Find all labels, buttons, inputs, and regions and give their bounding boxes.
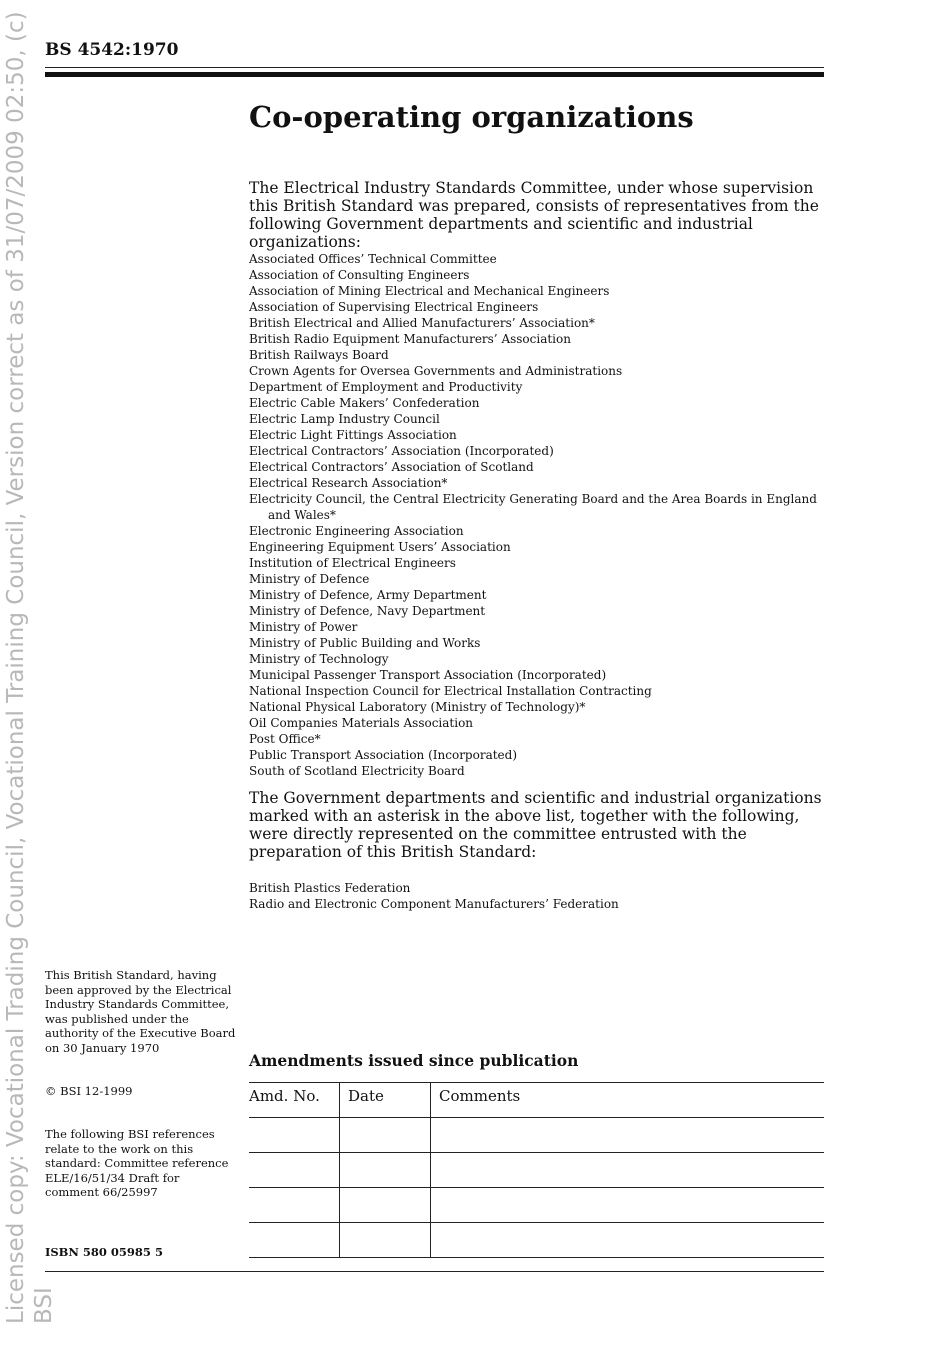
organization-item: Institution of Electrical Engineers — [249, 556, 456, 570]
organization-item: Ministry of Defence — [249, 572, 370, 586]
table-cell — [340, 1118, 431, 1153]
header-rule-thin — [45, 67, 824, 68]
table-row — [249, 1188, 824, 1223]
isbn: ISBN 580 05985 5 — [45, 1245, 163, 1259]
organization-item: Associated Offices’ Technical Committee — [249, 252, 497, 266]
table-cell — [340, 1188, 431, 1223]
document-id: BS 4542:1970 — [45, 40, 179, 60]
license-watermark: Licensed copy: Vocational Trading Council, Vocational Training Council, Version correct as of 31/07/2009 02:50, (c) BSI — [3, 11, 57, 1324]
organization-item: Electricity Council, the Central Electricity Generating Board and the Area Boards in England and Wales* — [249, 492, 817, 522]
table-cell — [431, 1188, 825, 1223]
page-title: Co-operating organizations — [249, 100, 694, 134]
organization-item: Radio and Electronic Component Manufacturers’ Federation — [249, 897, 619, 911]
bsi-references-note: The following BSI references relate to the work on this standard: Committee reference ELE/16/51/34 Draft for comment 66/25997 — [45, 1127, 229, 1199]
organization-item: Association of Consulting Engineers — [249, 268, 470, 282]
table-cell — [431, 1118, 825, 1153]
organization-item: National Inspection Council for Electrical Installation Contracting — [249, 684, 652, 698]
table-cell — [340, 1153, 431, 1188]
organization-item: Electrical Research Association* — [249, 476, 448, 490]
asterisk-note-paragraph: The Government departments and scientific and industrial organizations marked with an asterisk in the above list, together with the following, were directly represented on the committee entrusted with the preparation of this British Standard: — [249, 789, 822, 861]
organization-item: Public Transport Association (Incorporated) — [249, 748, 518, 762]
organization-item: British Electrical and Allied Manufacturers’ Association* — [249, 316, 595, 330]
table-cell — [249, 1223, 340, 1258]
organization-item: Ministry of Defence, Army Department — [249, 588, 487, 602]
organization-item: Association of Supervising Electrical Engineers — [249, 300, 539, 314]
table-row — [249, 1153, 824, 1188]
organization-item: Ministry of Public Building and Works — [249, 636, 481, 650]
amendments-table — [249, 1082, 824, 1258]
organization-item: Electric Light Fittings Association — [249, 428, 457, 442]
organization-item: Electronic Engineering Association — [249, 524, 464, 538]
organization-item: British Plastics Federation — [249, 881, 411, 895]
organization-item: Electric Cable Makers’ Confederation — [249, 396, 480, 410]
column-header-amd-no: Amd. No. — [249, 1083, 340, 1118]
table-cell — [249, 1153, 340, 1188]
organization-item: Electrical Contractors’ Association (Incorporated) — [249, 444, 554, 458]
organization-item: Electric Lamp Industry Council — [249, 412, 440, 426]
table-cell — [431, 1223, 825, 1258]
header-rule-thick — [45, 72, 824, 77]
organization-item: Ministry of Power — [249, 620, 358, 634]
intro-paragraph: The Electrical Industry Standards Committee, under whose supervision this British Standard was prepared, consists of representatives from the following Government departments and scientific and industrial organizations: — [249, 179, 819, 251]
organization-list — [249, 251, 824, 779]
approval-note: This British Standard, having been approved by the Electrical Industry Standards Committee, was published under the authority of the Executive Board on 30 January 1970 — [45, 968, 236, 1055]
organization-item: Ministry of Defence, Navy Department — [249, 604, 486, 618]
table-cell — [249, 1188, 340, 1223]
footer-rule — [45, 1271, 824, 1272]
table-cell — [431, 1153, 825, 1188]
table-cell — [340, 1223, 431, 1258]
column-header-comments: Comments — [431, 1083, 825, 1118]
organization-item: Crown Agents for Oversea Governments and Administrations — [249, 364, 623, 378]
table-cell — [249, 1118, 340, 1153]
table-row — [249, 1118, 824, 1153]
amendments-heading: Amendments issued since publication — [249, 1051, 579, 1070]
organization-item: Municipal Passenger Transport Association (Incorporated) — [249, 668, 607, 682]
organization-item: National Physical Laboratory (Ministry of Technology)* — [249, 700, 586, 714]
organization-item: British Railways Board — [249, 348, 389, 362]
organization-item: Electrical Contractors’ Association of Scotland — [249, 460, 534, 474]
organization-item: Association of Mining Electrical and Mechanical Engineers — [249, 284, 610, 298]
organization-item: Oil Companies Materials Association — [249, 716, 474, 730]
table-row — [249, 1223, 824, 1258]
organization-item: Ministry of Technology — [249, 652, 389, 666]
organization-item: South of Scotland Electricity Board — [249, 764, 465, 778]
column-header-date: Date — [340, 1083, 431, 1118]
organization-item: Engineering Equipment Users’ Association — [249, 540, 511, 554]
organization-item: Department of Employment and Productivity — [249, 380, 523, 394]
organization-item: Post Office* — [249, 732, 321, 746]
copyright-note: © BSI 12-1999 — [45, 1084, 133, 1098]
additional-organization-list — [249, 880, 824, 912]
organization-item: British Radio Equipment Manufacturers’ Association — [249, 332, 571, 346]
amendments-header-row — [249, 1083, 824, 1118]
